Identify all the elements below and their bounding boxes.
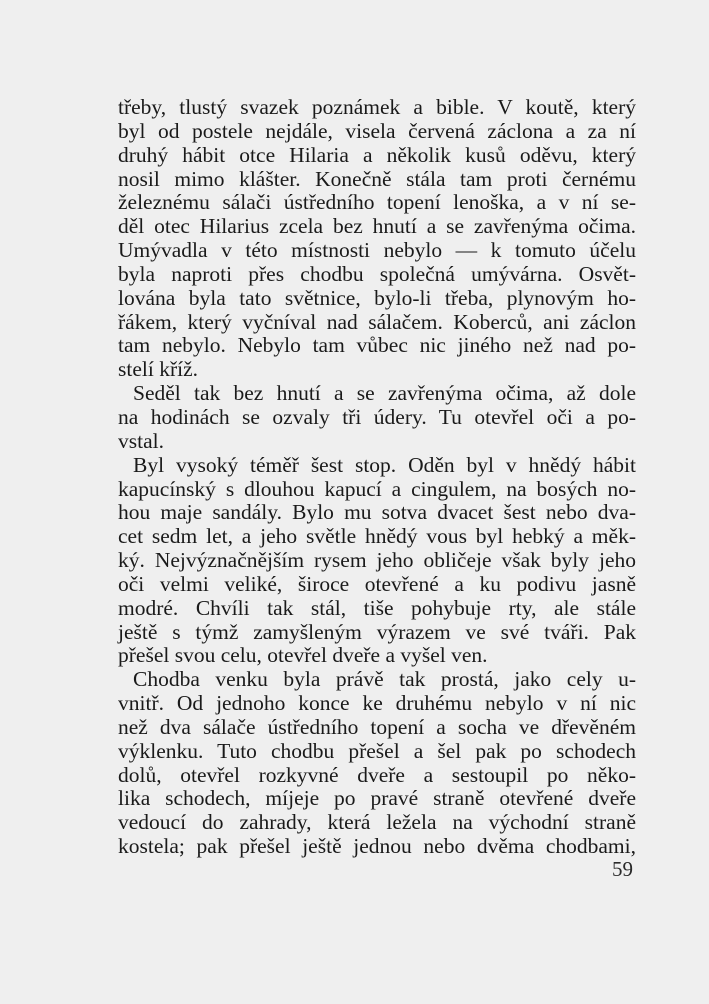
- text-line: oči velmi veliké, široce otevřené a ku podivu jasně: [118, 571, 636, 596]
- text-line: než dva sálače ústředního topení a socha ve dřevěném: [118, 714, 636, 739]
- text-line: druhý hábit otce Hilaria a několik kusů oděvu, který: [118, 142, 636, 167]
- text-line: stelí kříž.: [118, 357, 199, 382]
- text-line: výklenku. Tuto chodbu přešel a šel pak po schodech: [118, 738, 636, 763]
- text-line: cet sedm let, a jeho světle hnědý vous byl hebký a měk-: [118, 524, 636, 549]
- text-line: vstal.: [118, 428, 164, 453]
- text-line: na hodinách se ozvaly tři údery. Tu otevřel oči a po-: [118, 404, 636, 429]
- text-line: hou maje sandály. Bylo mu sotva dvacet šest nebo dva-: [118, 500, 636, 525]
- text-line: byl od postele nejdále, visela červená záclona a za ní: [118, 118, 636, 143]
- text-line: modré. Chvíli tak stál, tiše pohybuje rty, ale stále: [118, 595, 636, 620]
- text-line: lována byla tato světnice, bylo-li třeba, plynovým ho-: [118, 285, 636, 310]
- text-line: byla naproti přes chodbu společná umývárna. Osvět-: [118, 261, 636, 286]
- text-line: Umývadla v této místnosti nebylo — k tomuto účelu: [118, 238, 636, 263]
- text-line: ký. Nejvýznačnějším rysem jeho obličeje však byly jeho: [118, 548, 636, 573]
- text-line: vnitř. Od jednoho konce ke druhému nebylo v ní nic: [118, 691, 636, 716]
- text-line: Byl vysoký téměř šest stop. Oděn byl v hnědý hábit: [133, 452, 636, 477]
- page-number: 59: [612, 857, 633, 881]
- text-line: nosil mimo klášter. Konečně stála tam proti černému: [118, 166, 636, 191]
- text-line: děl otec Hilarius zcela bez hnutí a se zavřenýma očima.: [118, 214, 636, 239]
- text-line: železnému sálači ústředního topení lenoška, a v ní se-: [118, 190, 636, 215]
- text-line: třeby, tlustý svazek poznámek a bible. V koutě, který: [118, 95, 636, 119]
- text-line: ještě s týmž zamyšleným výrazem ve své tváři. Pak: [118, 619, 636, 644]
- text-line: kostela; pak přešel ještě jednou nebo dvěma chodbami,: [118, 834, 636, 859]
- text-line: kapucínský s dlouhou kapucí a cingulem, na bosých no-: [118, 476, 636, 501]
- text-line: Seděl tak bez hnutí a se zavřenýma očima, až dole: [133, 381, 636, 406]
- text-line: vedoucí do zahrady, která ležela na východní straně: [118, 810, 636, 835]
- text-line: přešel svou celu, otevřel dveře a vyšel ven.: [118, 643, 488, 668]
- text-line: lika schodech, míjeje po pravé straně otevřené dveře: [118, 786, 636, 811]
- text-line: tam nebylo. Nebylo tam vůbec nic jiného než nad po-: [118, 333, 636, 358]
- body-text: [118, 96, 636, 859]
- text-line: řákem, který vyčníval nad sálačem. Koberců, ani záclon: [118, 309, 636, 334]
- text-line: dolů, otevřel rozkyvné dveře a sestoupil po něko-: [118, 762, 636, 787]
- text-line: Chodba venku byla právě tak prostá, jako cely u-: [133, 667, 636, 692]
